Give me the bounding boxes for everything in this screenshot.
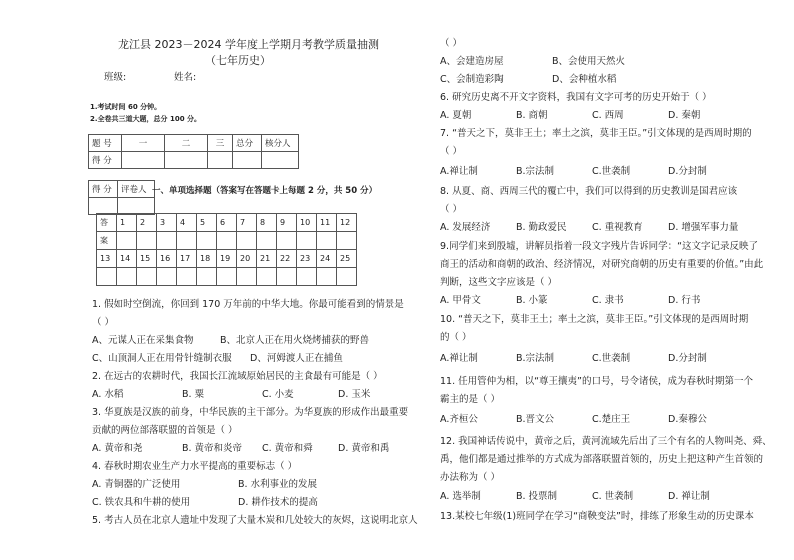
answer-grid-label: 18 [197,250,217,268]
score-cell[interactable] [165,152,208,169]
question-9: 9.同学们来到殷墟，讲解员指着一段文字残片告诉同学：“这文字记录反映了 [440,241,758,252]
question-5-options [440,56,625,68]
option[interactable]: D.分封制 [668,166,707,177]
question-12-cont-2: 办法称为（ ） [440,472,501,483]
answer-cell[interactable] [197,268,217,286]
answer-grid-label: 17 [177,250,197,268]
option[interactable]: A. 黄帝和尧 [92,443,143,454]
score-cell[interactable] [208,152,233,169]
answer-cell[interactable] [97,268,117,286]
option[interactable]: B、会使用天然火 [552,56,626,67]
score-header-cell: 题 号 [89,135,122,152]
question-11-cont: 霸主的是（ ） [440,394,501,405]
answer-grid-label: 10 [297,214,317,232]
question-2-options [92,389,370,401]
question-11-options [440,414,707,426]
option[interactable]: C、山顶洞人正在用骨针缝制衣服 [92,353,232,364]
answer-grid-label: 5 [197,214,217,232]
score-header-cell: 一 [122,135,165,152]
answer-grid-label: 案 [97,232,117,250]
option[interactable]: D.分封制 [668,353,707,364]
answer-grid-label: 2 [137,214,157,232]
answer-cell[interactable] [137,268,157,286]
answer-grid-label: 8 [257,214,277,232]
name-label: 姓名: [174,72,197,83]
option[interactable]: C. 铁农具和牛耕的使用 [92,497,191,508]
option[interactable]: B. 黄帝和炎帝 [182,443,243,454]
score-cell[interactable] [122,152,165,169]
question-8-options [440,222,738,234]
answer-grid-label: 19 [217,250,237,268]
option[interactable]: D. 黄帝和禹 [338,443,390,454]
answer-cell[interactable] [297,268,317,286]
answer-grid-label: 9 [277,214,297,232]
answer-grid-label: 16 [157,250,177,268]
answer-grid-label: 20 [237,250,257,268]
answer-grid-label: 4 [177,214,197,232]
score-header-cell: 三 [208,135,233,152]
answer-cell[interactable] [277,268,297,286]
option[interactable]: B. 小篆 [516,295,548,306]
answer-grid-label: 13 [97,250,117,268]
option[interactable]: A、元谋人正在采集食物 [92,335,194,346]
option[interactable]: C. 黄帝和舜 [262,443,313,454]
option[interactable]: C. 隶书 [592,295,624,306]
answer-cell[interactable] [177,268,197,286]
question-2: 2. 在远古的农耕时代，我国长江流域原始居民的主食最有可能是（ ） [92,371,383,382]
option[interactable]: D、河姆渡人正在捕鱼 [250,353,343,364]
option[interactable]: C. 小麦 [262,389,294,400]
option[interactable]: A. 青铜器的广泛使用 [92,479,181,490]
question-3: 3. 华夏族是汉族的前身，中华民族的主干部分。为华夏族的形成作出最重要 [92,407,409,418]
option[interactable]: A.禅让制 [440,166,478,177]
option[interactable]: D. 玉米 [338,389,371,400]
question-6: 6. 研究历史离不开文字资料，我国有文字可考的历史开始于（ ） [440,92,712,103]
answer-cell[interactable] [257,232,277,250]
answer-grid-label: 6 [217,214,237,232]
answer-cell[interactable] [217,268,237,286]
score-cell[interactable] [233,152,262,169]
grader-score-cell[interactable] [89,198,118,215]
option[interactable]: C. 世袭制 [592,491,634,502]
option[interactable]: B. 粟 [182,389,205,400]
answer-grid-label: 25 [337,250,357,268]
option[interactable]: A.齐桓公 [440,414,478,425]
answer-cell[interactable] [217,232,237,250]
option[interactable]: A.禅让制 [440,353,478,364]
answer-cell[interactable] [237,232,257,250]
option[interactable]: B.宗法制 [516,353,555,364]
score-cell[interactable] [262,152,299,169]
answer-cell[interactable] [337,232,357,250]
option[interactable]: D. 行书 [668,295,701,306]
note-time: 1.考试时间 60 分钟。 [90,103,162,111]
question-1-options-2 [92,353,343,365]
option[interactable]: A、会建造房屋 [440,56,504,67]
question-3-options [92,443,389,455]
answer-grid-label: 答 [97,214,117,232]
answer-cell[interactable] [337,268,357,286]
answer-grid-label: 14 [117,250,137,268]
option[interactable]: D.秦穆公 [668,414,707,425]
grader-table [88,180,155,215]
question-10-options [440,353,707,365]
question-8: 8. 从夏、商、西周三代的覆亡中，我们可以得到的历史教训是国君应该 [440,186,738,197]
score-label-cell: 得 分 [89,152,122,169]
option[interactable]: B. 勤政爱民 [516,222,567,233]
question-9-options [440,295,700,307]
option[interactable]: C. 西周 [592,110,624,121]
answer-cell[interactable] [117,232,137,250]
option[interactable]: B. 投票制 [516,491,558,502]
question-7-bracket: （ ） [440,146,463,157]
question-4-options-2 [92,497,318,509]
option[interactable]: B.晋文公 [516,414,555,425]
option[interactable]: D. 增强军事力量 [668,222,739,233]
question-4: 4. 春秋时期农业生产力水平提高的重要标志（ ） [92,461,298,472]
option[interactable]: D. 秦朝 [668,110,701,121]
option[interactable]: A. 发展经济 [440,222,491,233]
score-header-cell: 二 [165,135,208,152]
option[interactable]: B. 水利事业的发展 [238,479,318,490]
score-header-cell: 核分人 [262,135,299,152]
option[interactable]: C.世袭制 [592,353,631,364]
option[interactable]: C. 重视教育 [592,222,643,233]
question-13: 13.某校七年级(1)班同学在学习“商鞅变法”时，排练了形象生动的历史课本 [440,511,754,522]
question-9-cont-2: 判断，这些文字应该是（ ） [440,277,558,288]
question-7-options [440,166,707,178]
question-5: 5. 考古人员在北京人遗址中发现了大量木炭和几处较大的灰烬，这说明北京人 [92,515,418,526]
option[interactable]: B. 商朝 [516,110,548,121]
question-6-options [440,110,700,122]
question-1: 1. 假如时空倒流，你回到 170 万年前的中华大地。你最可能看到的情景是 [92,299,404,310]
answer-grid-label: 7 [237,214,257,232]
question-9-cont: 商王的活动和商朝的政治、经济情况，对研究商朝的历史有重要的价值。”由此 [440,259,764,270]
option[interactable]: B、北京人正在用火烧烤捕获的野兽 [220,335,370,346]
answer-grid-label: 1 [117,214,137,232]
score-table [88,134,299,169]
score-header-cell: 总分 [233,135,262,152]
class-label: 班级: [104,72,127,83]
option[interactable]: B.宗法制 [516,166,555,177]
option[interactable]: A. 夏朝 [440,110,472,121]
option[interactable]: D. 禅让制 [668,491,710,502]
question-10-cont: 的（ ） [440,332,472,343]
question-7: 7. “普天之下，莫非王土；率土之滨，莫非王臣。”引文体现的是西周时期的 [440,128,752,139]
answer-cell[interactable] [157,268,177,286]
option[interactable]: A. 甲骨文 [440,295,481,306]
answer-grid-label: 21 [257,250,277,268]
answer-grid-label: 11 [317,214,337,232]
grader-score-label: 得 分 [89,181,118,198]
option[interactable]: D. 耕作技术的提高 [238,497,318,508]
grader-reviewer-label: 评卷人 [118,181,155,198]
note-total: 2.全卷共三道大题，总分 100 分。 [90,115,202,123]
question-1-bracket: （ ） [92,317,115,328]
question-11: 11. 任用管仲为相，以“尊王攘夷”的口号，号令诸侯，成为春秋时期第一个 [440,376,753,387]
answer-cell[interactable] [137,232,157,250]
question-3-cont: 贡献的两位部落联盟的首领是（ ） [92,425,238,436]
answer-grid-label: 12 [337,214,357,232]
answer-grid-label: 15 [137,250,157,268]
exam-subtitle: （七年历史） [205,54,271,67]
answer-grid-label: 22 [277,250,297,268]
answer-cell[interactable] [317,232,337,250]
option[interactable]: A. 水稻 [92,389,124,400]
answer-cell[interactable] [157,232,177,250]
question-5-bracket: （ ） [440,38,463,49]
answer-cell[interactable] [117,268,137,286]
answer-cell[interactable] [297,232,317,250]
question-1-options [92,335,369,347]
option[interactable]: C.楚庄王 [592,414,631,425]
answer-cell[interactable] [317,268,337,286]
answer-cell[interactable] [237,268,257,286]
question-8-bracket: （ ） [440,204,463,215]
option[interactable]: A. 选举制 [440,491,481,502]
section1-title: 一、单项选择题（答案写在答题卡上每题 2 分，共 50 分） [152,186,378,196]
answer-grid [96,213,357,286]
exam-title: 龙江县 2023－2024 学年度上学期月考教学质量抽测 [118,38,379,51]
grader-reviewer-cell[interactable] [118,198,155,215]
option[interactable]: C、会制造彩陶 [440,74,504,85]
answer-cell[interactable] [277,232,297,250]
option[interactable]: C.世袭制 [592,166,631,177]
question-12: 12. 我国神话传说中，黄帝之后，黄河流域先后出了三个有名的人物叫尧、舜、 [440,436,772,447]
answer-grid-label: 23 [297,250,317,268]
question-12-options [440,491,710,503]
question-4-options [92,479,317,491]
answer-grid-label: 3 [157,214,177,232]
answer-cell[interactable] [257,268,277,286]
question-10: 10. “普天之下，莫非王土；率土之滨，莫非王臣。”引文体现的是西周时期 [440,314,749,325]
answer-cell[interactable] [197,232,217,250]
answer-cell[interactable] [177,232,197,250]
option[interactable]: D、会种植水稻 [552,74,617,85]
question-5-options-2 [440,74,616,86]
question-12-cont: 禹，他们都是通过推举的方式成为部落联盟首领的，历史上把这种产生首领的 [440,454,764,465]
answer-grid-label: 24 [317,250,337,268]
